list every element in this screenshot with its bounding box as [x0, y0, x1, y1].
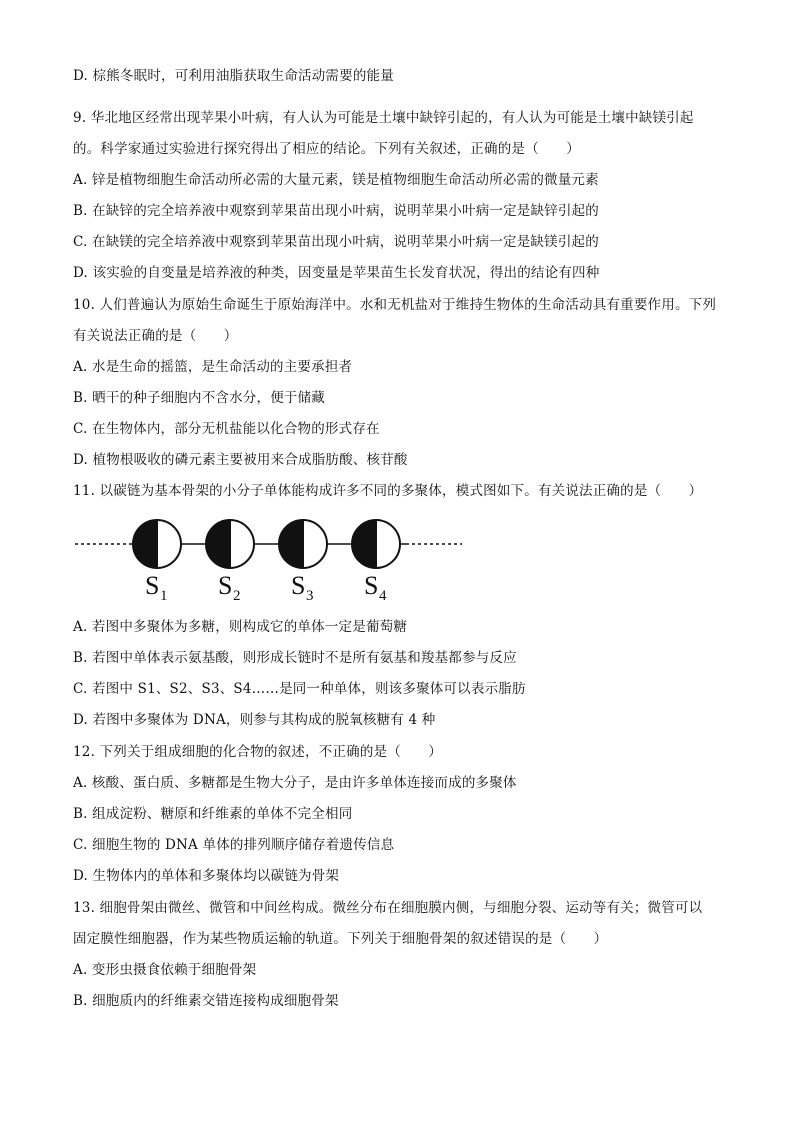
monomer-unit-2: [206, 520, 254, 604]
monomer-dark-half: [206, 520, 230, 568]
polymer-diagram: [70, 512, 470, 607]
q12-option-b: B. 组成淀粉、糖原和纤维素的单体不完全相同: [73, 806, 353, 822]
q11-option-a: A. 若图中多聚体为多糖，则构成它的单体一定是葡萄糖: [73, 619, 408, 635]
q11-option-c: C. 若图中 S1、S2、S3、S4……是同一种单体，则该多聚体可以表示脂肪: [73, 681, 526, 697]
monomer-label-subscript: 4: [379, 588, 387, 604]
monomer-unit-4: [352, 520, 400, 604]
q13-option-b: B. 细胞质内的纤维素交错连接构成细胞骨架: [73, 993, 339, 1009]
q10-stem-line1: 10. 人们普遍认为原始生命诞生于原始海洋中。水和无机盐对于维持生物体的生命活动具有重要作用。下列: [73, 297, 717, 313]
monomer-unit-1: [133, 520, 181, 604]
q8-option-d: D. 棕熊冬眠时，可利用油脂获取生命活动需要的能量: [73, 68, 394, 84]
monomer-label-subscript: 1: [160, 588, 168, 604]
q12-option-c: C. 细胞生物的 DNA 单体的排列顺序储存着遗传信息: [73, 837, 395, 853]
q12-option-a: A. 核酸、蛋白质、多糖都是生物大分子，是由许多单体连接而成的多聚体: [73, 775, 517, 791]
q13-stem-line2: 固定膜性细胞器，作为某些物质运输的轨道。下列关于细胞骨架的叙述错误的是（ ）: [73, 931, 608, 947]
monomer-label: S: [218, 571, 233, 600]
q9-option-d: D. 该实验的自变量是培养液的种类，因变量是苹果苗生长发育状况，得出的结论有四种: [73, 265, 600, 281]
monomer-dark-half: [133, 520, 157, 568]
q9-option-c: C. 在缺镁的完全培养液中观察到苹果苗出现小叶病，说明苹果小叶病一定是缺镁引起的: [73, 234, 599, 250]
monomer-unit-3: [279, 520, 327, 604]
monomer-label-subscript: 3: [306, 588, 314, 604]
monomer-label: S: [145, 571, 160, 600]
monomer-label: S: [364, 571, 379, 600]
q13-stem-line1: 13. 细胞骨架由微丝、微管和中间丝构成。微丝分布在细胞膜内侧，与细胞分裂、运动等有关；微管可以: [73, 900, 703, 916]
q11-option-b: B. 若图中单体表示氨基酸，则形成长链时不是所有氨基和羧基都参与反应: [73, 650, 517, 666]
q10-option-b: B. 晒干的种子细胞内不含水分，便于储藏: [73, 390, 326, 406]
q10-option-c: C. 在生物体内，部分无机盐能以化合物的形式存在: [73, 421, 380, 437]
q12-option-d: D. 生物体内的单体和多聚体均以碳链为骨架: [73, 868, 340, 884]
q13-option-a: A. 变形虫摄食依赖于细胞骨架: [73, 962, 257, 978]
q9-option-b: B. 在缺锌的完全培养液中观察到苹果苗出现小叶病，说明苹果小叶病一定是缺锌引起的: [73, 203, 600, 219]
monomer-label: S: [291, 571, 306, 600]
monomer-dark-half: [352, 520, 376, 568]
monomer-dark-half: [279, 520, 303, 568]
q11-option-d: D. 若图中多聚体为 DNA，则参与其构成的脱氧核糖有 4 种: [73, 712, 436, 728]
monomer-label-subscript: 2: [233, 588, 241, 604]
q10-option-d: D. 植物根吸收的磷元素主要被用来合成脂肪酸、核苷酸: [73, 452, 408, 468]
q10-stem-line2: 有关说法正确的是（ ）: [73, 328, 238, 344]
q11-stem: 11. 以碳链为基本骨架的小分子单体能构成许多不同的多聚体，模式图如下。有关说法正确的是（ ）: [73, 483, 703, 499]
q9-stem-line2: 的。科学家通过实验进行探究得出了相应的结论。下列有关叙述，正确的是（ ）: [73, 141, 580, 157]
q9-option-a: A. 锌是植物细胞生命活动所必需的大量元素，镁是植物细胞生命活动所必需的微量元素: [73, 172, 599, 188]
q10-option-a: A. 水是生命的摇篮，是生命活动的主要承担者: [73, 359, 353, 375]
q12-stem: 12. 下列关于组成细胞的化合物的叙述，不正确的是（ ）: [73, 744, 443, 760]
q9-stem-line1: 9. 华北地区经常出现苹果小叶病，有人认为可能是土壤中缺锌引起的，有人认为可能是土壤中缺镁引起: [73, 110, 694, 126]
polymer-diagram-svg: [70, 512, 470, 607]
